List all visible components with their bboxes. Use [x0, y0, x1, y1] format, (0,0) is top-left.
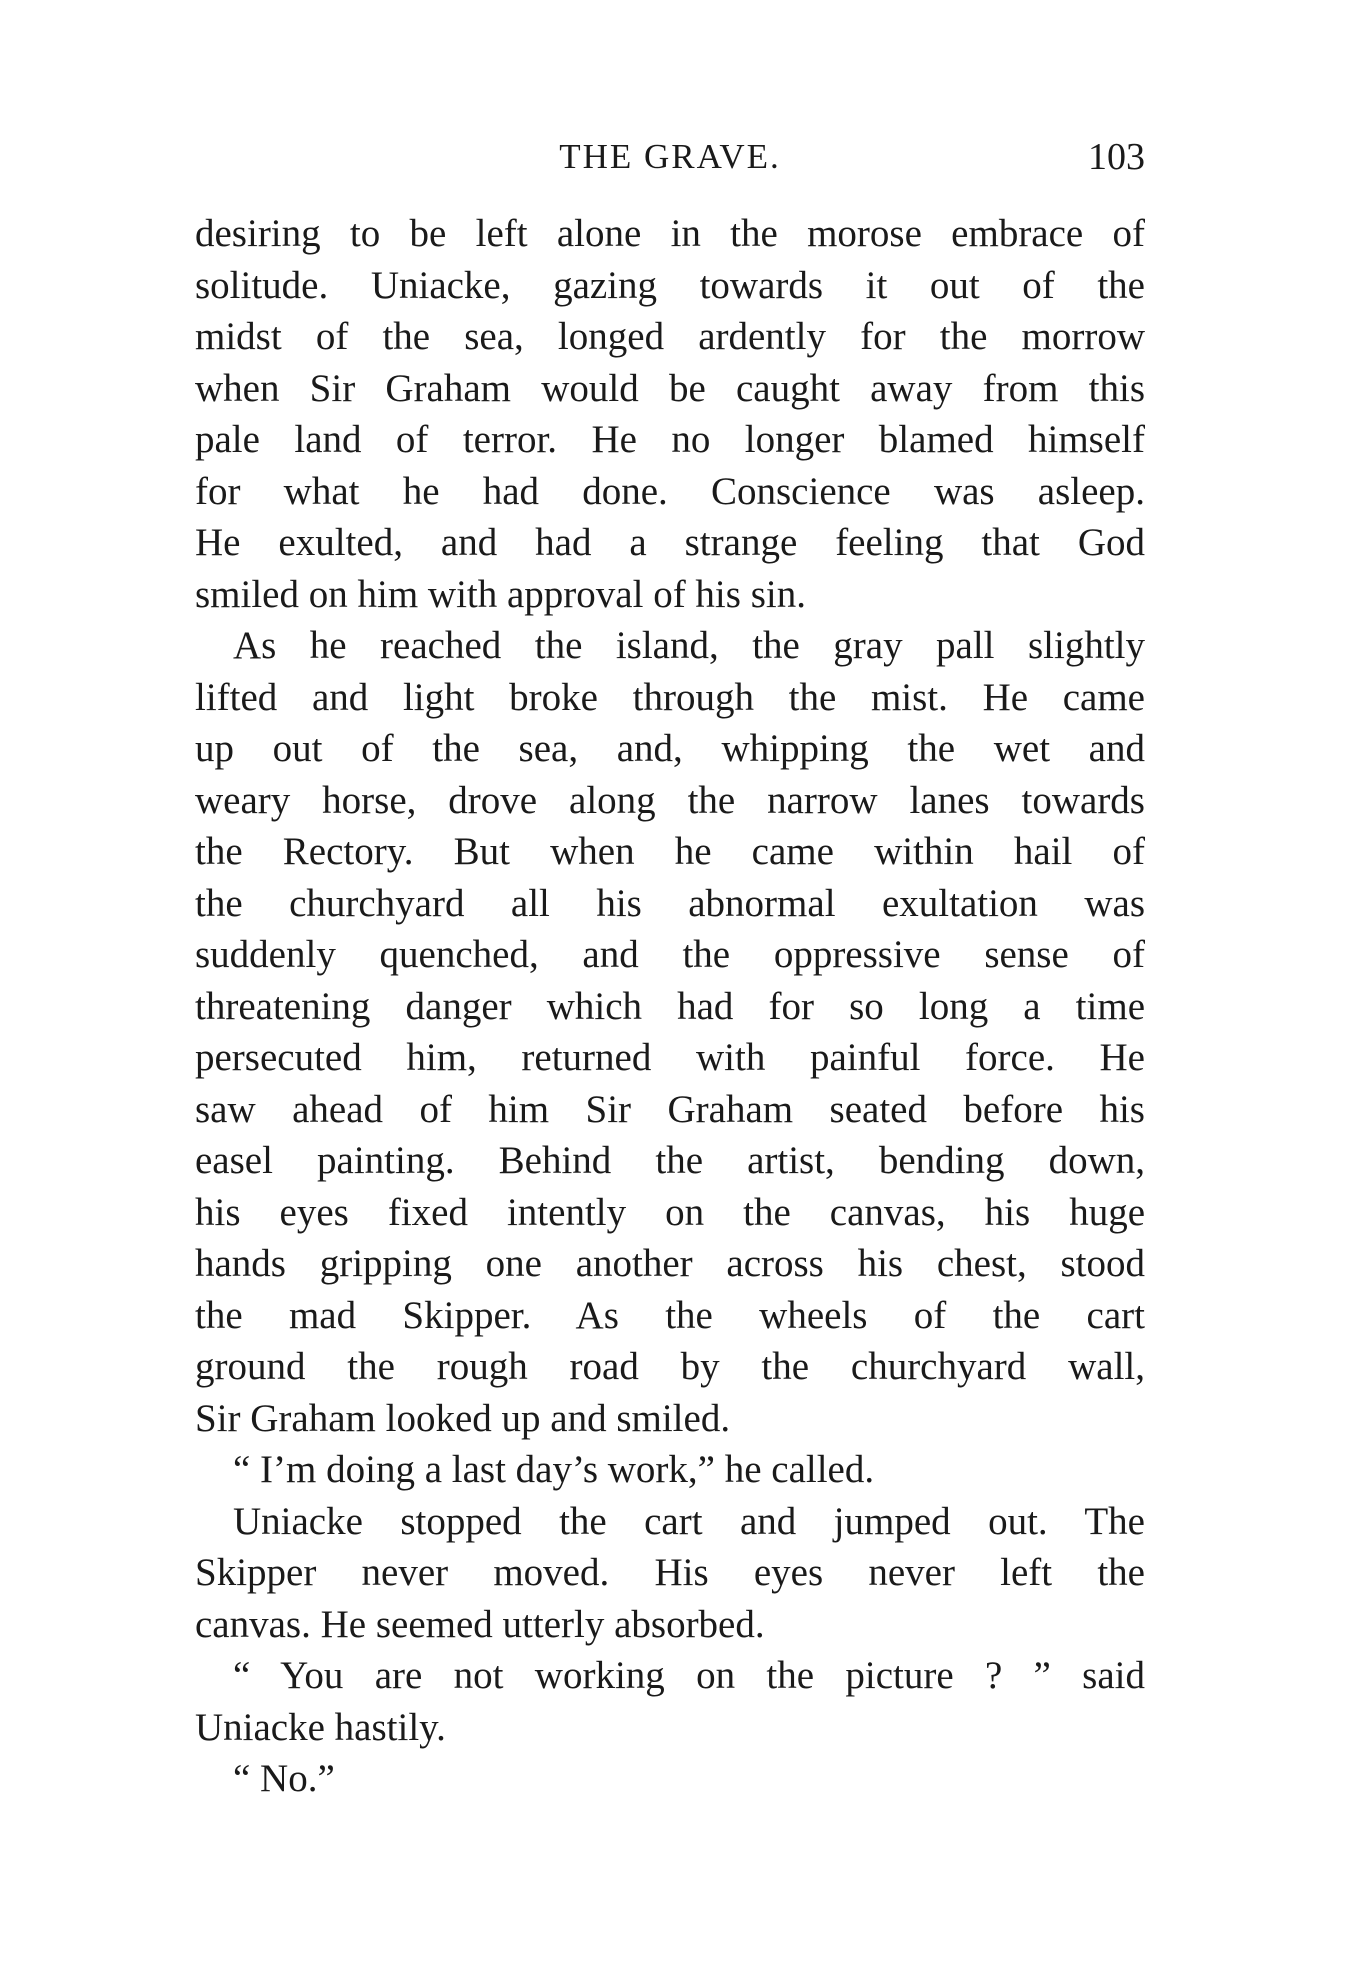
text-line: weary horse, drove along the narrow lanes towards — [195, 778, 1145, 822]
text-line: solitude. Uniacke, gazing towards it out of the — [195, 263, 1145, 307]
text-line: easel painting. Behind the artist, bending down, — [195, 1139, 1145, 1182]
text-line: Sir Graham looked up and smiled. — [195, 1396, 731, 1440]
text-line: midst of the sea, longed ardently for the morrow — [195, 315, 1145, 358]
page-number: 103 — [1088, 136, 1145, 178]
text-line: for what he had done. Conscience was asleep. — [195, 469, 1145, 513]
text-line: up out of the sea, and, whipping the wet and — [195, 727, 1145, 770]
text-line: the mad Skipper. As the wheels of the cart — [195, 1293, 1145, 1337]
text-line: pale land of terror. He no longer blamed himself — [195, 418, 1145, 461]
text-line: Skipper never moved. His eyes never left the — [195, 1551, 1145, 1594]
text-line: smiled on him with approval of his sin. — [195, 572, 806, 616]
text-line: As he reached the island, the gray pall slightly — [233, 624, 1145, 667]
text-line: the churchyard all his abnormal exultation was — [195, 881, 1145, 925]
text-line: suddenly quenched, and the oppressive sense of — [195, 933, 1145, 976]
body-text — [195, 208, 1145, 1805]
text-line: lifted and light broke through the mist. He came — [195, 675, 1145, 719]
text-line: threatening danger which had for so long a time — [195, 984, 1145, 1028]
text-line: “ You are not working on the picture ? ” said — [233, 1654, 1145, 1697]
text-line: the Rectory. But when he came within hail of — [195, 830, 1145, 873]
text-line: when Sir Graham would be caught away from this — [195, 366, 1145, 410]
text-line: saw ahead of him Sir Graham seated before his — [195, 1087, 1145, 1131]
text-line: his eyes fixed intently on the canvas, his huge — [195, 1190, 1145, 1234]
text-line: Uniacke stopped the cart and jumped out. The — [233, 1499, 1145, 1543]
text-line: hands gripping one another across his chest, stood — [195, 1242, 1145, 1285]
text-line: “ No.” — [233, 1757, 335, 1800]
text-line: ground the rough road by the churchyard wall, — [195, 1345, 1145, 1388]
text-line: “ I’m doing a last day’s work,” he called. — [233, 1448, 875, 1491]
text-line: He exulted, and had a strange feeling that God — [195, 521, 1145, 564]
text-line: Uniacke hastily. — [195, 1705, 446, 1749]
text-line: canvas. He seemed utterly absorbed. — [195, 1602, 765, 1646]
text-line: persecuted him, returned with painful force. He — [195, 1036, 1145, 1079]
running-title: THE GRAVE. — [559, 137, 781, 176]
text-line: desiring to be left alone in the morose embrace of — [195, 212, 1145, 255]
running-head — [195, 132, 1145, 182]
